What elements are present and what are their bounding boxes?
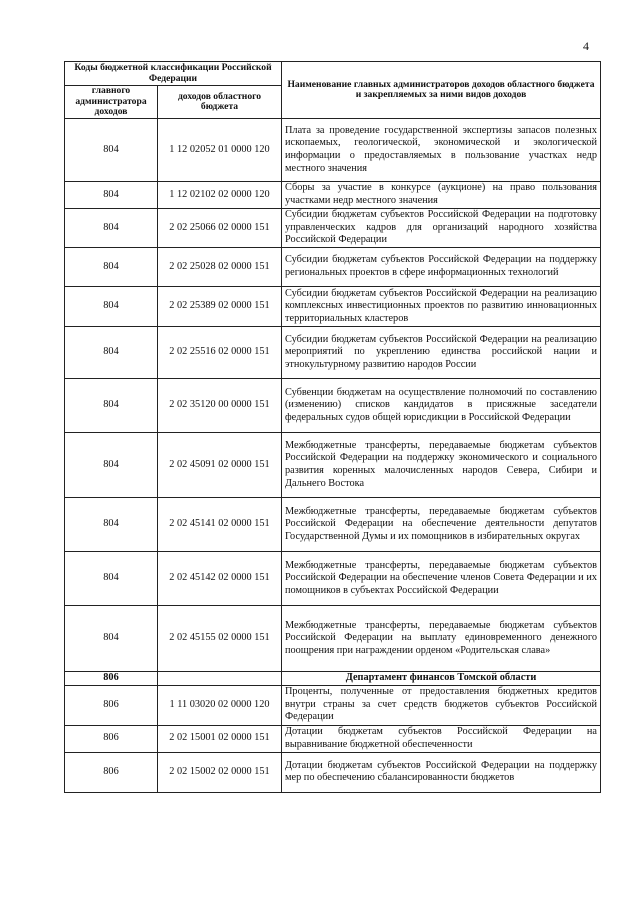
header-name: Наименование главных администраторов доходов областного бюджета и закрепляемых за ними видов доходов — [282, 62, 601, 119]
table-row — [65, 379, 601, 433]
admin-code: 804 — [65, 498, 158, 552]
header-income: доходов областного бюджета — [158, 86, 282, 119]
admin-code: 806 — [65, 685, 158, 725]
table-row — [65, 119, 601, 182]
income-code: 2 02 45142 02 0000 151 — [158, 552, 282, 606]
income-name: Межбюджетные трансферты, передаваемые бюджетам субъектов Российской Федерации на обеспечение деятельности депутатов Государственной Думы и их помощников в избирательных округах — [282, 498, 601, 552]
income-code: 2 02 15001 02 0000 151 — [158, 725, 282, 752]
table-row — [65, 498, 601, 552]
income-name: Сборы за участие в конкурсе (аукционе) на право пользования участками недр местного значения — [282, 182, 601, 209]
table-row — [65, 606, 601, 672]
admin-code: 804 — [65, 606, 158, 672]
income-code: 1 12 02052 01 0000 120 — [158, 119, 282, 182]
admin-code: 804 — [65, 379, 158, 433]
income-code: 2 02 15002 02 0000 151 — [158, 752, 282, 792]
income-name: Межбюджетные трансферты, передаваемые бюджетам субъектов Российской Федерации на обеспечение членов Совета Федерации и их помощников в субъектах Российской Федерации — [282, 552, 601, 606]
table-row — [65, 685, 601, 725]
admin-code: 804 — [65, 248, 158, 287]
table-row — [65, 552, 601, 606]
income-name: Межбюджетные трансферты, передаваемые бюджетам субъектов Российской Федерации на выплату единовременного денежного поощрения при награждении орденом «Родительская слава» — [282, 606, 601, 672]
income-name: Субсидии бюджетам субъектов Российской Федерации на реализацию комплексных инвестиционных проектов по развитию инновационных территориальных кластеров — [282, 287, 601, 327]
income-code: 2 02 25066 02 0000 151 — [158, 209, 282, 248]
table-row — [65, 248, 601, 287]
income-code: 2 02 25389 02 0000 151 — [158, 287, 282, 327]
department-row — [65, 672, 601, 686]
income-name: Проценты, полученные от предоставления бюджетных кредитов внутри страны за счет средств бюджетов субъектов Российской Федерации — [282, 685, 601, 725]
admin-code: 804 — [65, 433, 158, 498]
income-name: Плата за проведение государственной экспертизы запасов полезных ископаемых, геологической, экономической и экологической информации о предоставляемых в пользование участках недр местного значения — [282, 119, 601, 182]
admin-code: 804 — [65, 287, 158, 327]
income-code: 1 11 03020 02 0000 120 — [158, 685, 282, 725]
table-row — [65, 433, 601, 498]
department-name: Департамент финансов Томской области — [282, 672, 601, 686]
income-code: 1 12 02102 02 0000 120 — [158, 182, 282, 209]
admin-code: 804 — [65, 209, 158, 248]
header-admin: главного администратора доходов — [65, 86, 158, 119]
income-name: Межбюджетные трансферты, передаваемые бюджетам субъектов Российской Федерации на поддержку экономического и социального развития коренных малочисленных народов Севера, Сибири и Дальнего Востока — [282, 433, 601, 498]
income-name: Субсидии бюджетам субъектов Российской Федерации на поддержку региональных проектов в сфере информационных технологий — [282, 248, 601, 287]
admin-code: 804 — [65, 182, 158, 209]
admin-code: 804 — [65, 119, 158, 182]
budget-classification-table — [64, 61, 601, 793]
income-code: 2 02 35120 00 0000 151 — [158, 379, 282, 433]
income-code: 2 02 25516 02 0000 151 — [158, 327, 282, 379]
table-row — [65, 752, 601, 792]
table-row — [65, 209, 601, 248]
income-name: Дотации бюджетам субъектов Российской Федерации на поддержку мер по обеспечению сбалансированности бюджетов — [282, 752, 601, 792]
page-number: 4 — [583, 39, 589, 53]
admin-code: 806 — [65, 752, 158, 792]
department-empty-cell — [158, 672, 282, 686]
income-code: 2 02 45091 02 0000 151 — [158, 433, 282, 498]
table-row — [65, 287, 601, 327]
admin-code: 804 — [65, 552, 158, 606]
department-admin-code: 806 — [65, 672, 158, 686]
income-name: Дотации бюджетам субъектов Российской Федерации на выравнивание бюджетной обеспеченности — [282, 725, 601, 752]
table-row — [65, 725, 601, 752]
header-group: Коды бюджетной классификации Российской Федерации — [65, 62, 282, 86]
income-code: 2 02 45141 02 0000 151 — [158, 498, 282, 552]
table-row — [65, 182, 601, 209]
income-name: Субсидии бюджетам субъектов Российской Федерации на подготовку управленческих кадров для организаций народного хозяйства Российской Федерации — [282, 209, 601, 248]
admin-code: 806 — [65, 725, 158, 752]
income-name: Субсидии бюджетам субъектов Российской Федерации на реализацию мероприятий по укреплению единства российской нации и этнокультурному развитию народов России — [282, 327, 601, 379]
admin-code: 804 — [65, 327, 158, 379]
table-row — [65, 327, 601, 379]
income-code: 2 02 25028 02 0000 151 — [158, 248, 282, 287]
income-code: 2 02 45155 02 0000 151 — [158, 606, 282, 672]
income-name: Субвенции бюджетам на осуществление полномочий по составлению (изменению) списков кандидатов в присяжные заседатели федеральных судов общей юрисдикции в Российской Федерации — [282, 379, 601, 433]
